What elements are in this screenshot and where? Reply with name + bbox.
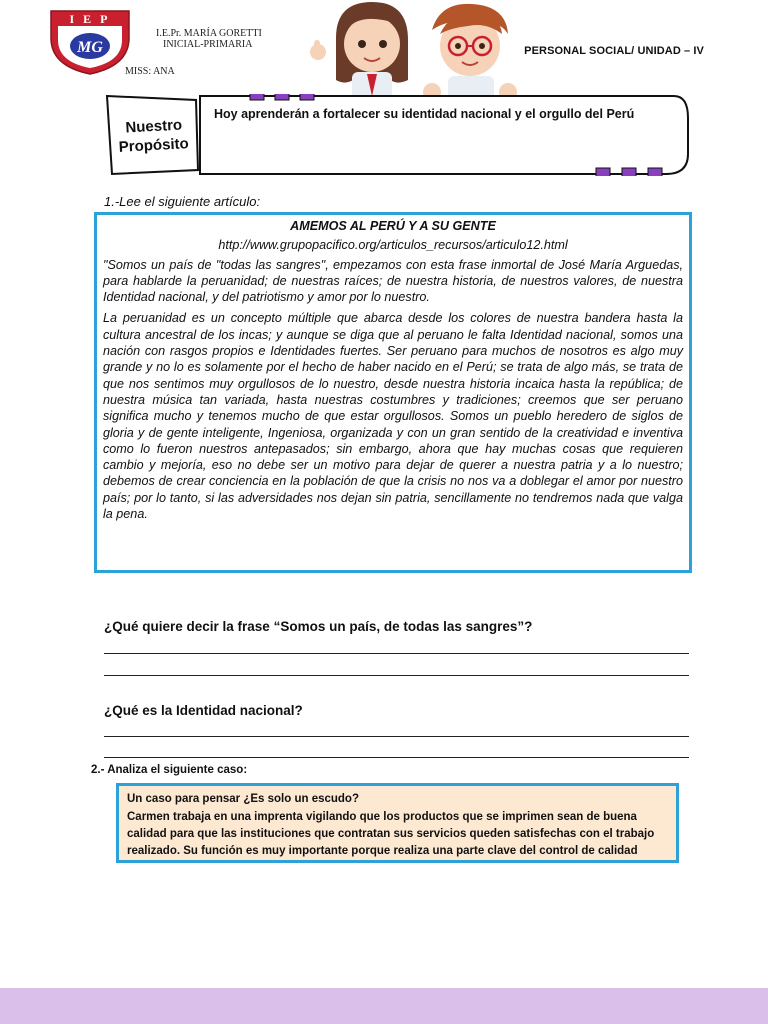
answer-line[interactable] [104, 736, 689, 737]
question-1: ¿Qué quiere decir la frase “Somos un país, de todas las sangres”? [104, 619, 533, 634]
instruction-analyze-case: 2.- Analiza el siguiente caso: [91, 764, 248, 776]
answer-line[interactable] [104, 757, 689, 758]
answer-line[interactable] [104, 675, 689, 676]
answer-line[interactable] [104, 653, 689, 654]
case-title: Un caso para pensar ¿Es solo un escudo? [127, 793, 359, 805]
article-paragraph-2: La peruanidad es un concepto múltiple que abarca desde los colores de nuestra bandera hasta la cultura ancestral de los incas; y aunque se diga que al peruano le falta Identidad nacional, somos una nación con rasgos propios e Identidades fuertes. Ser peruano para muchos de nosotros es algo muy grande y no lo es solamente por el hecho de haber nacido en el Perú; se trata de algo más, se trata de que nos sentimos muy orgullosos de lo nuestro, desde nuestra historia incaica hasta la república; de nuestra música tan variada, hasta nuestras costumbres y tradiciones; creemos que ser peruano significa mucho y tenemos mucho de que estar orgullosos. Somos un pueblo heredero de siglos de gloria y de gente inteligente, Ingeniosa, organizada y con un gran sentido de la creatividad e inventiva como lo fueron nuestros antepasados; sin embargo, ahora que hay muchas cosas que requieren cambio y mejoría, eso no debe ser un motivo para dejar de querer a nuestra patria y a lo nuestro; debemos de crear conciencia en la población de que la crisis no nos va a doblegar el amor por nuestro país; por lo tanto, si las adversidades nos dejan sin patria, sencillamente no tendremos nada que valga la pena. [103, 311, 683, 522]
logo-monogram: MG [77, 39, 103, 56]
school-level: INICIAL-PRIMARIA [163, 39, 253, 50]
school-crest-logo [48, 8, 132, 76]
article-paragraph-1: "Somos un país de "todas las sangres", empezamos con esta frase inmortal de José María Arguedas, para hablarde la peruanidad; de nuestras raíces; de nuestra historia, de nuestros valores, de nuestra Identidad nacional, y del patriotismo y amor por lo nuestro. [103, 257, 683, 305]
article-title: AMEMOS AL PERÚ Y A SU GENTE [290, 219, 496, 233]
school-name: I.E.Pr. MARÍA GORETTI [156, 28, 262, 39]
purpose-label-line1: Nuestro [125, 116, 183, 137]
footer-band [0, 988, 768, 1024]
purpose-text: Hoy aprenderán a fortalecer su identidad nacional y el orgullo del Perú [214, 107, 635, 121]
article-box [94, 212, 692, 573]
logo-top-text: I E P [69, 12, 111, 26]
case-text: Carmen trabaja en una imprenta vigilando que los productos que se imprimen sean de buena calidad para que las instituciones que contratan sus servicios queden satisfechas con el trabajo realizado. Su función es muy importante porque realiza una parte clave del control de calidad [127, 811, 655, 857]
case-box [116, 783, 679, 863]
question-2: ¿Qué es la Identidad nacional? [104, 703, 303, 718]
children-illustration [300, 0, 522, 108]
article-url: http://www.grupopacifico.org/articulos_recursos/articulo12.html [218, 238, 568, 253]
teacher-name: MISS: ANA [125, 66, 175, 77]
instruction-read-article: 1.-Lee el siguiente artículo: [104, 194, 261, 209]
purpose-label-line2: Propósito [118, 135, 190, 156]
course-unit-label: PERSONAL SOCIAL/ UNIDAD – IV [524, 45, 704, 57]
